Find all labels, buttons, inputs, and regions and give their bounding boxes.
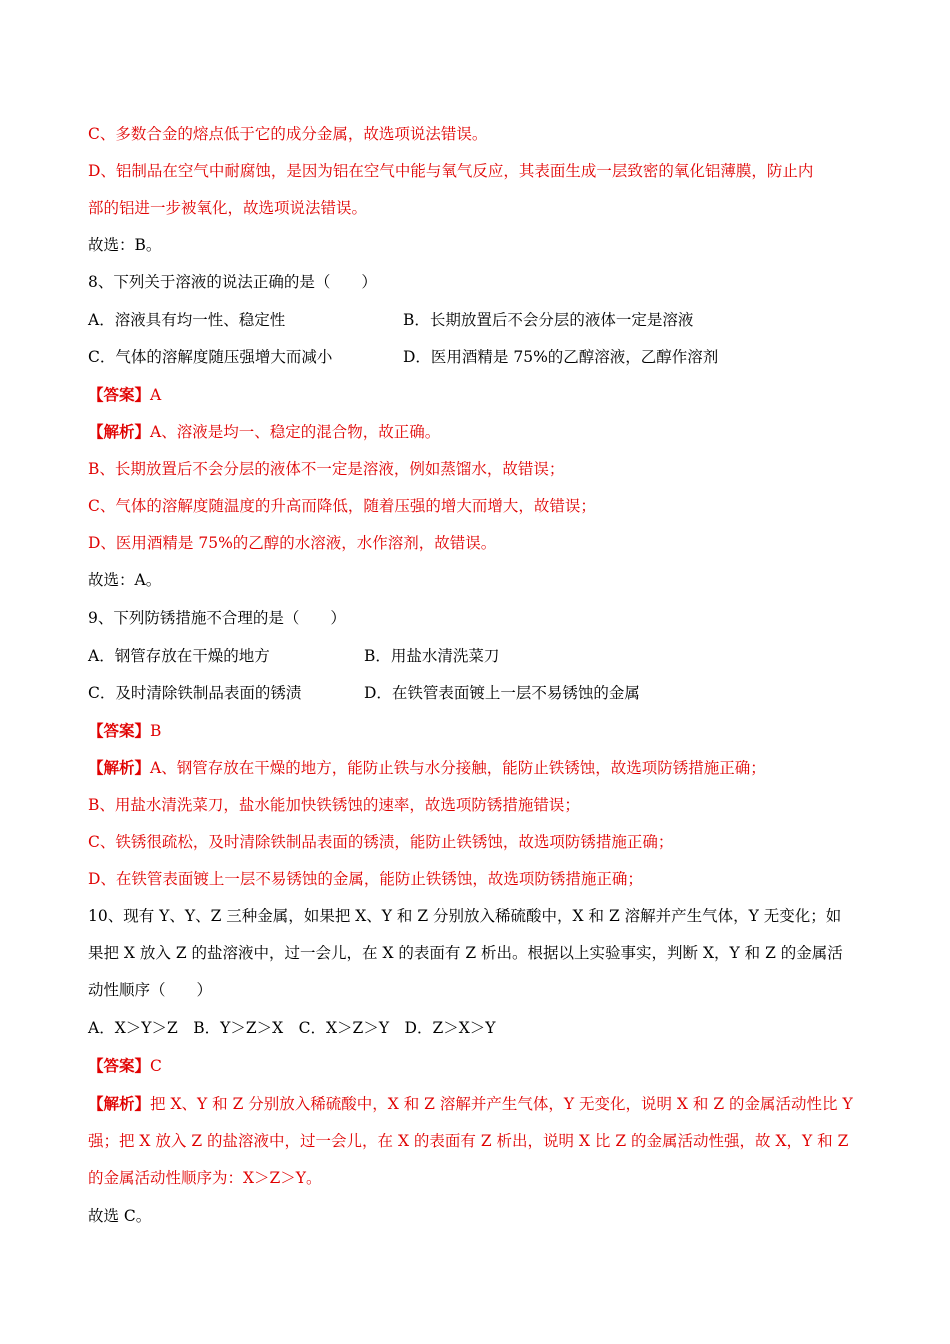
q8-analysis-line: C、气体的溶解度随温度的升高而降低，随着压强的增大而增大，故错误； (88, 497, 596, 515)
final-choice: 故选：B。 (88, 236, 162, 254)
q8-analysis-line (88, 422, 440, 442)
answer-value: B (150, 722, 162, 740)
explanation-line-d-cont: 部的铝进一步被氧化，故选项说法错误。 (88, 199, 368, 217)
q10-analysis-line (88, 1094, 853, 1114)
q9-option-b: B．用盐水清洗菜刀 (364, 647, 500, 665)
q9-option-c: C．及时清除铁制品表面的锈渍 (88, 684, 302, 702)
q8-final-choice: 故选：A。 (88, 571, 162, 589)
analysis-text: A、溶液是均一、稳定的混合物，故正确。 (150, 423, 441, 441)
analysis-tag: 【解析】 (88, 758, 151, 777)
q9-analysis-line: D、在铁管表面镀上一层不易锈蚀的金属，能防止铁锈蚀，故选项防锈措施正确； (88, 870, 643, 888)
q8-analysis-line: B、长期放置后不会分层的液体不一定是溶液，例如蒸馏水，故错误； (88, 460, 565, 478)
q8-option-d: D．医用酒精是 75%的乙醇溶液，乙醇作溶剂 (403, 348, 719, 366)
question-8-stem: 8、下列关于溶液的说法正确的是（ ） (88, 273, 377, 291)
q8-analysis-line: D、医用酒精是 75%的乙醇的水溶液，水作溶剂，故错误。 (88, 534, 497, 552)
q9-analysis-line (88, 758, 766, 778)
analysis-tag: 【解析】 (88, 1094, 151, 1113)
q10-final-choice: 故选 C。 (88, 1207, 152, 1225)
explanation-line-d: D、铝制品在空气中耐腐蚀，是因为铝在空气中能与氧气反应，其表面生成一层致密的氧化铝薄膜，防止内 (88, 162, 814, 180)
q9-analysis-line: B、用盐水清洗菜刀，盐水能加快铁锈蚀的速率，故选项防锈措施错误； (88, 796, 580, 814)
answer-value: A (150, 386, 162, 404)
q9-option-d: D．在铁管表面镀上一层不易锈蚀的金属 (364, 684, 640, 702)
q9-answer (88, 721, 161, 741)
q8-option-c: C．气体的溶解度随压强增大而减小 (88, 348, 333, 366)
analysis-text: 把 X、Y 和 Z 分别放入稀硫酸中，X 和 Z 溶解并产生气体，Y 无变化，说明 X 和 Z 的金属活动性比 Y (150, 1095, 853, 1113)
q8-option-a: A．溶液具有均一性、稳定性 (88, 311, 286, 329)
q10-analysis-line: 的金属活动性顺序为：X＞Z＞Y。 (88, 1169, 322, 1187)
q8-option-b: B．长期放置后不会分层的液体一定是溶液 (403, 311, 694, 329)
answer-tag: 【答案】 (88, 385, 151, 404)
q10-options: A．X＞Y＞Z B．Y＞Z＞X C．X＞Z＞Y D．Z＞X＞Y (88, 1019, 496, 1037)
q8-answer (88, 385, 161, 405)
answer-tag: 【答案】 (88, 1056, 151, 1075)
analysis-tag: 【解析】 (88, 422, 151, 441)
question-9-stem: 9、下列防锈措施不合理的是（ ） (88, 609, 346, 627)
question-10-stem-cont: 果把 X 放入 Z 的盐溶液中，过一会儿，在 X 的表面有 Z 析出。根据以上实验事实，判断 X，Y 和 Z 的金属活 (88, 944, 843, 962)
explanation-line-c: C、多数合金的熔点低于它的成分金属，故选项说法错误。 (88, 125, 488, 143)
question-10-stem-cont: 动性顺序（ ） (88, 981, 213, 999)
question-10-stem: 10、现有 Y、Y、Z 三种金属，如果把 X、Y 和 Z 分别放入稀硫酸中，X 和 Z 溶解并产生气体，Y 无变化；如 (88, 907, 842, 925)
q10-answer (88, 1056, 162, 1076)
q9-option-a: A．钢管存放在干燥的地方 (88, 647, 270, 665)
answer-tag: 【答案】 (88, 721, 151, 740)
answer-value: C (150, 1057, 162, 1075)
q9-analysis-line: C、铁锈很疏松，及时清除铁制品表面的锈渍，能防止铁锈蚀，故选项防锈措施正确； (88, 833, 674, 851)
analysis-text: A、钢管存放在干燥的地方，能防止铁与水分接触，能防止铁锈蚀，故选项防锈措施正确； (150, 759, 766, 777)
q10-analysis-line: 强；把 X 放入 Z 的盐溶液中，过一会儿，在 X 的表面有 Z 析出，说明 X 比 Z 的金属活动性强，故 X，Y 和 Z (88, 1132, 849, 1150)
